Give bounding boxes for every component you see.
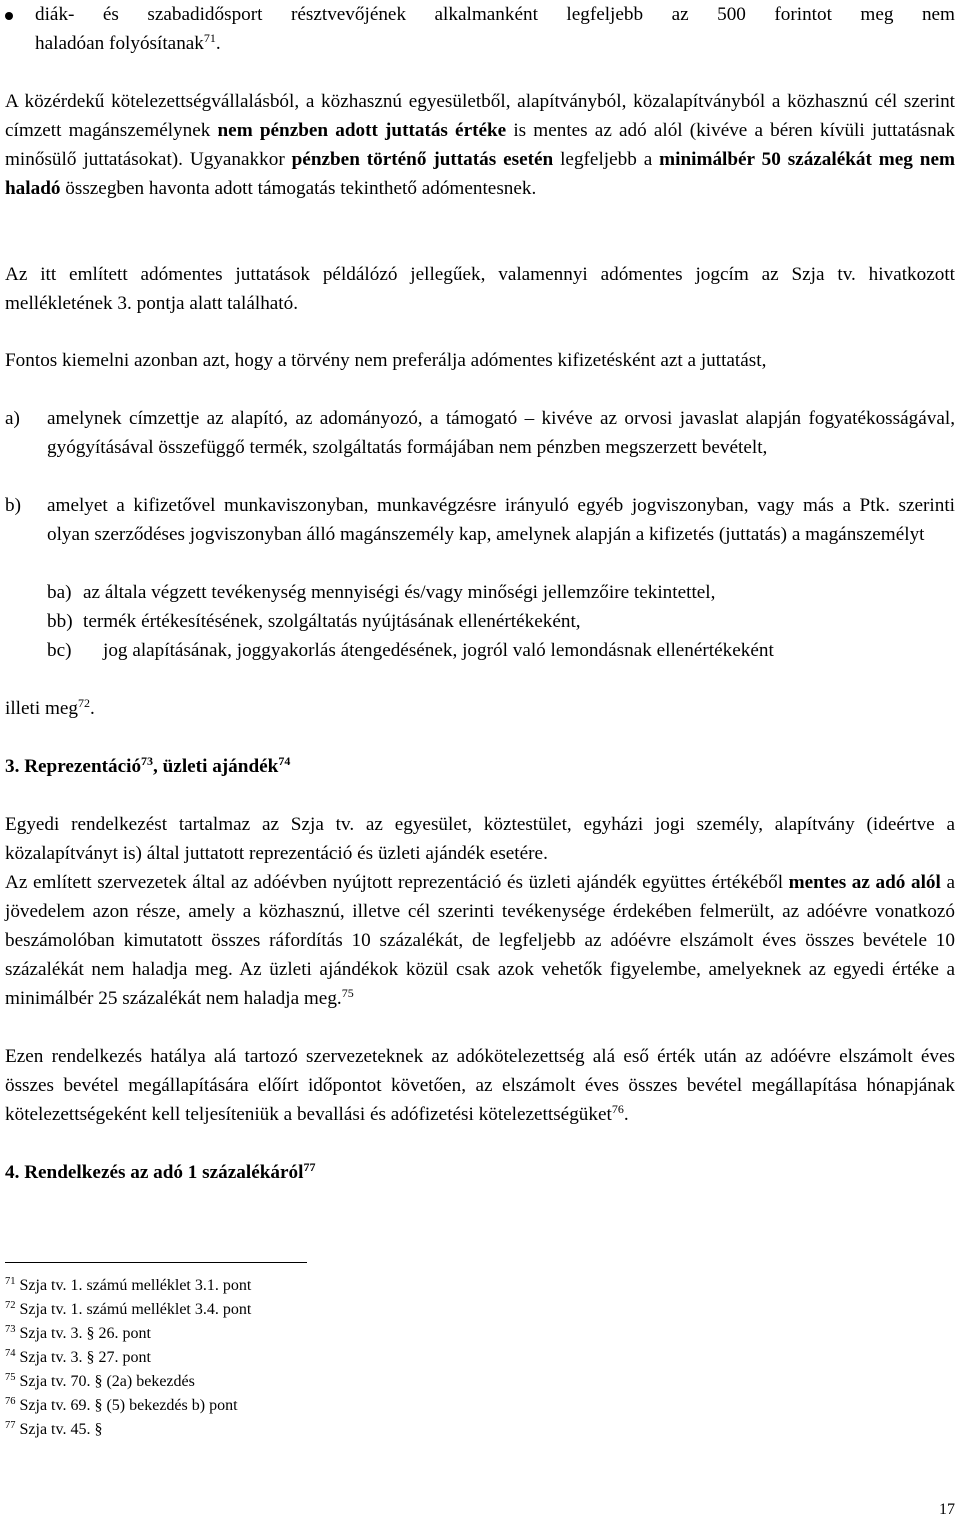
list-item-a: amelynek címzettje az alapító, az adományozó, a támogató – kivéve az orvosi javaslat alapján fogyatékosságával, gyógyításával összefüggő termék, szolgáltatás formájában nem pénzben megszerzett bevételt, xyxy=(47,408,955,458)
paragraph-specific-provision: Egyedi rendelkezést tartalmaz az Szja tv. az egyesület, köztestület, egyházi jogi személy, alapítvány (ideértve a közalapítványt is) által juttatott reprezentáció és üzleti ajándék esetére. xyxy=(5,814,955,864)
section-heading-3: 3. Reprezentáció$^{73}$, üzleti ajándék$^{74}$ xyxy=(5,754,291,777)
list-item-ba: az általa végzett tevékenység mennyiségi és/vagy minőségi jellemzőire tekintettel, xyxy=(83,582,716,603)
list-item-bb: termék értékesítésének, szolgáltatás nyújtásának ellenértékeként, xyxy=(83,611,581,632)
list-label-bc: bc) xyxy=(47,640,72,661)
bullet-line-2: haladóan folyósítanak$^{71}$. xyxy=(35,31,221,54)
paragraph-exemption-limit: Az említett szervezetek által az adóévben nyújtott reprezentáció és üzleti ajándék együttes értékéből mentes az adó alól a jövedelem azon része, amely a közhasznú, illetve cél szerinti tevékenysége érdekében felmerült, az adóévre vonatkozó beszámolóban kimutatott összes ráfordítás 10 százalékát, de legfeljebb az adóévre elszámolt éves összes bevétele 10 százalékát nem haladja meg. Az üzleti ajándékok közül csak azok vehetők figyelembe, amelyeknek az egyedi értéke a minimálbér 25 százalékát nem haladja meg.$^{75}$ xyxy=(5,872,955,1009)
bullet-dot xyxy=(5,12,13,20)
footnote-ref: 73 xyxy=(141,754,154,768)
footnote-72: $^{72}$ Szja tv. 1. számú melléklet 3.4. pont xyxy=(5,1300,252,1318)
footnote-75: $^{75}$ Szja tv. 70. § (2a) bekezdés xyxy=(5,1372,195,1390)
footnote-ref: 71 xyxy=(203,31,216,45)
footnote-73: $^{73}$ Szja tv. 3. § 26. pont xyxy=(5,1324,151,1342)
list-closing: illeti meg$^{72}$. xyxy=(5,696,95,719)
footnote-77: $^{77}$ Szja tv. 45. § xyxy=(5,1420,103,1438)
footnote-ref: 75 xyxy=(341,986,354,1000)
list-label-a: a) xyxy=(5,408,20,429)
footnote-separator xyxy=(5,1262,307,1263)
footnote-76: $^{76}$ Szja tv. 69. § (5) bekezdés b) pont xyxy=(5,1396,238,1414)
paragraph-filing-obligation: Ezen rendelkezés hatálya alá tartozó szervezeteknek az adókötelezettség alá eső érték után az adóévre elszámolt éves összes bevétel megállapítására előírt időpontot követően, az elszámolt éves összes bevétel megállapítása hónapjának kötelezettségeként kell teljesíteniük a bevallási és adófizetési kötelezettségüket$^{76}$. xyxy=(5,1046,955,1125)
footnote-ref: 72 xyxy=(78,696,91,710)
list-item-bc: jog alapításának, joggyakorlás átengedésének, jogról való lemondásnak ellenértékeként xyxy=(103,640,774,661)
footnote-ref: 76 xyxy=(611,1102,624,1116)
list-label-b: b) xyxy=(5,495,21,516)
list-label-bb: bb) xyxy=(47,611,73,632)
section-heading-4: 4. Rendelkezés az adó 1 százalékáról$^{77}$ xyxy=(5,1160,316,1183)
list-item-b: amelyet a kifizetővel munkaviszonyban, munkavégzésre irányuló egyéb jogviszonyban, vagy más a Ptk. szerinti olyan szerződéses jogviszonyban álló magánszemély kap, amelynek alapján a kifizetés (juttatás) a magánszemélyt xyxy=(47,495,955,545)
footnote-71: $^{71}$ Szja tv. 1. számú melléklet 3.1. pont xyxy=(5,1276,252,1294)
footnote-ref: 77 xyxy=(303,1160,316,1174)
bullet-item xyxy=(35,0,955,58)
paragraph-important: Fontos kiemelni azonban azt, hogy a törvény nem preferálja adómentes kifizetésként azt a juttatást, xyxy=(5,350,767,371)
bullet-line-1: diák- és szabadidősport résztvevőjének alkalmanként legfeljebb az 500 forintot meg nem xyxy=(35,4,955,25)
list-label-ba: ba) xyxy=(47,582,72,603)
paragraph-tax-exempt-benefits: A közérdekű kötelezettségvállalásból, a közhasznú egyesületből, alapítványból, közalapítványból a közhasznú cél szerint címzett magánszemélynek nem pénzben adott juttatás értéke is mentes az adó alól (kivéve a béren kívüli juttatásnak minősülő juttatásokat). Ugyanakkor pénzben történő juttatás esetén legfeljebb a minimálbér 50 százalékát meg nem haladó összegben havonta adott támogatás tekinthető adómentesnek. xyxy=(5,91,955,199)
footnote-ref: 74 xyxy=(278,754,291,768)
page-number: 17 xyxy=(939,1501,955,1518)
footnote-74: $^{74}$ Szja tv. 3. § 27. pont xyxy=(5,1348,151,1366)
paragraph-examples: Az itt említett adómentes juttatások példálózó jellegűek, valamennyi adómentes jogcím az Szja tv. hivatkozott mellékletének 3. pontja alatt található. xyxy=(5,264,955,314)
